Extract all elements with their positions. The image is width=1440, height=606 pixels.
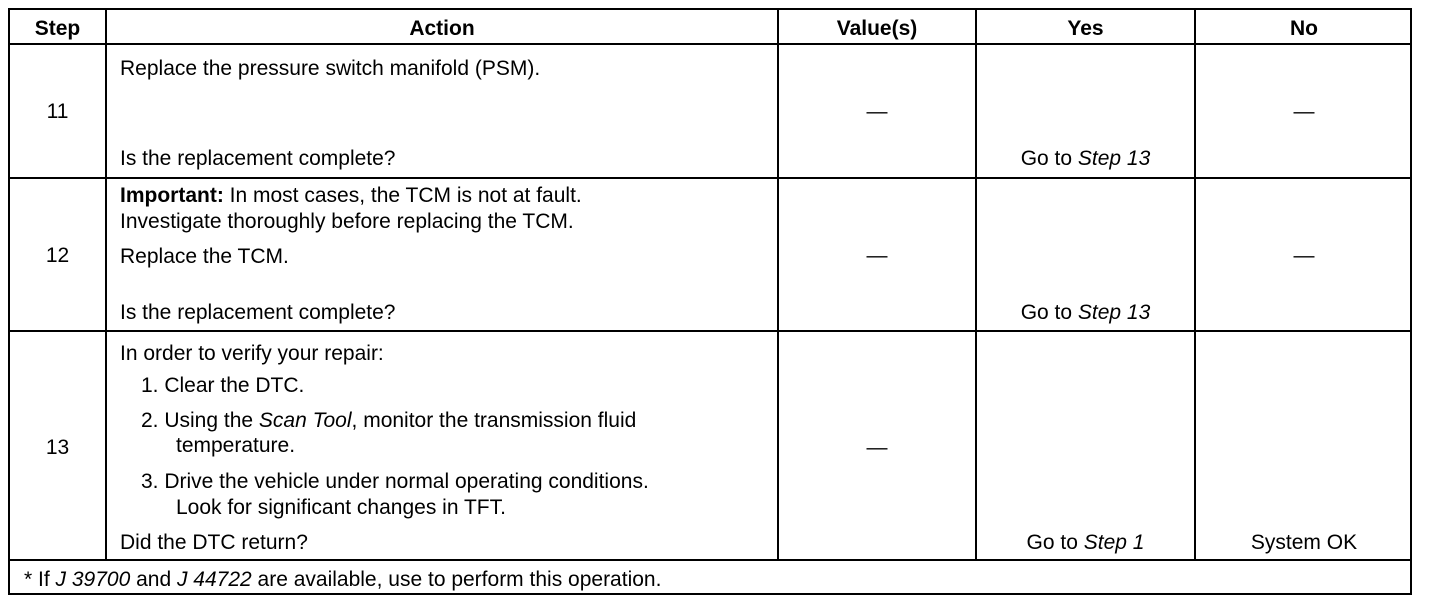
action-item-3: 3. Drive the vehicle under normal operating conditions. [141, 470, 649, 493]
value-dash: — [866, 436, 888, 459]
no-dash: — [1293, 100, 1315, 123]
step-number: 12 [45, 244, 70, 267]
value-dash: — [866, 244, 888, 267]
yes-link[interactable]: Go to Step 1 [1026, 531, 1145, 554]
action-question: Did the DTC return? [120, 531, 308, 554]
column-rule [777, 10, 779, 559]
header-yes: Yes [1067, 17, 1104, 40]
header-values: Value(s) [836, 17, 918, 40]
action-text: Replace the TCM. [120, 245, 289, 268]
step-number: 13 [45, 436, 70, 459]
important-note: Important: In most cases, the TCM is not at fault. [120, 184, 582, 207]
no-result: System OK [1250, 531, 1358, 554]
action-text: Replace the pressure switch manifold (PSM). [120, 57, 541, 80]
footnote-rule [10, 559, 1410, 561]
diagnostic-table [8, 8, 1412, 595]
action-item-2: 2. Using the Scan Tool, monitor the transmission fluid [141, 409, 637, 432]
action-item-3-continued: Look for significant changes in TFT. [176, 496, 506, 519]
yes-link[interactable]: Go to Step 13 [1020, 147, 1151, 170]
yes-link[interactable]: Go to Step 13 [1020, 301, 1151, 324]
action-item-1: 1. Clear the DTC. [141, 374, 305, 397]
footnote: * If J 39700 and J 44722 are available, use to perform this operation. [24, 568, 662, 591]
action-item-2-continued: temperature. [176, 434, 296, 457]
column-rule [975, 10, 977, 559]
value-dash: — [866, 100, 888, 123]
header-rule [10, 43, 1410, 45]
header-no: No [1290, 17, 1318, 40]
row-rule [10, 330, 1410, 332]
action-question: Is the replacement complete? [120, 147, 396, 170]
header-step: Step [34, 17, 81, 40]
important-note-continued: Investigate thoroughly before replacing the TCM. [120, 210, 574, 233]
header-action: Action [409, 17, 475, 40]
action-intro: In order to verify your repair: [120, 342, 384, 365]
no-dash: — [1293, 244, 1315, 267]
step-number: 11 [46, 100, 69, 123]
row-rule [10, 177, 1410, 179]
column-rule [105, 10, 107, 559]
column-rule [1194, 10, 1196, 559]
action-question: Is the replacement complete? [120, 301, 396, 324]
